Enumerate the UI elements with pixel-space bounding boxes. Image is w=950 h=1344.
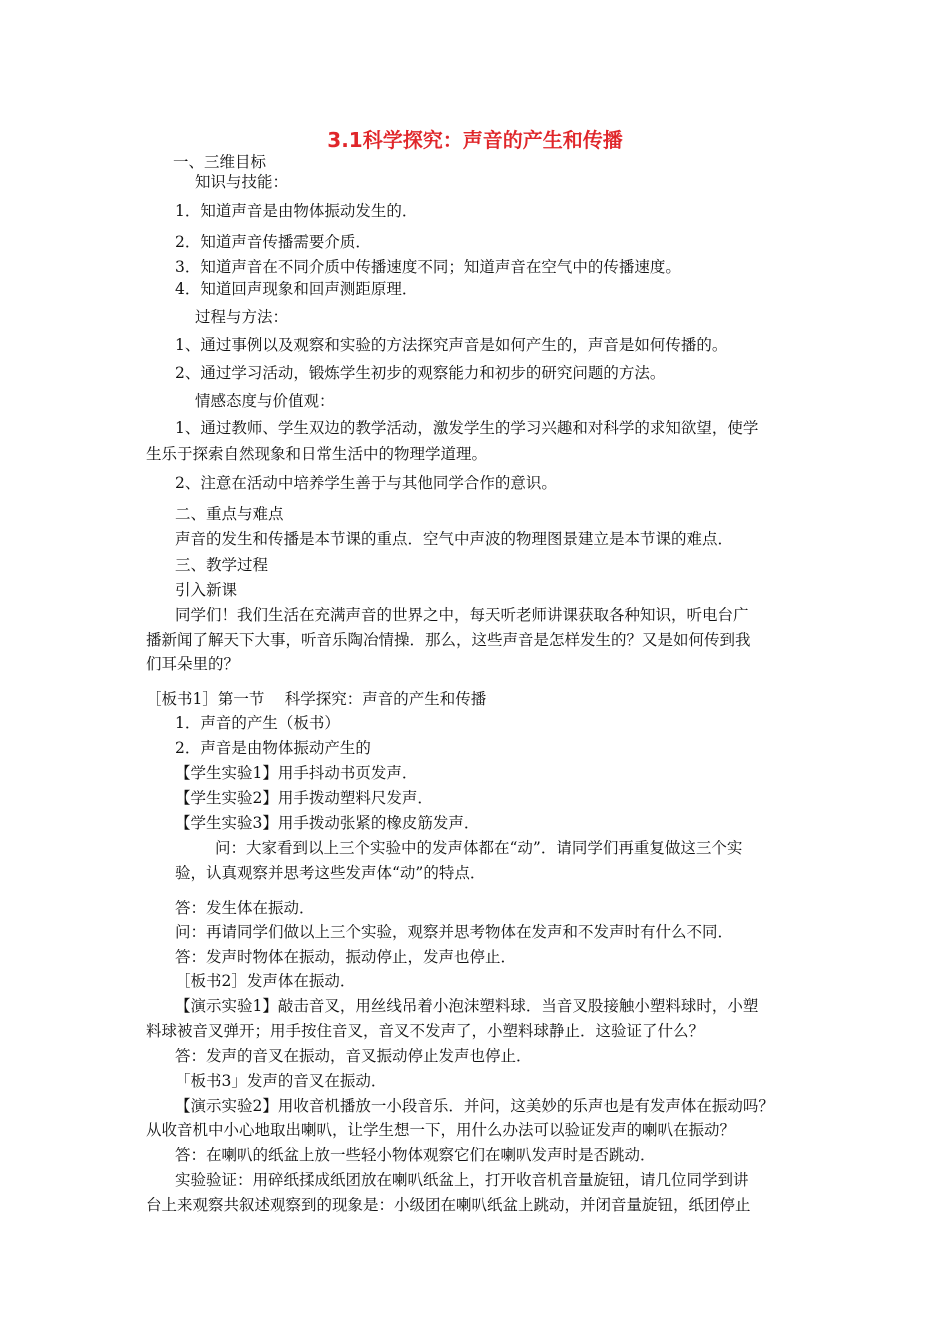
section-heading-key-points: 二、重点与难点 — [175, 505, 284, 523]
text-line: 3．知道声音在不同介质中传播速度不同；知道声音在空气中的传播速度。 — [175, 258, 681, 276]
subheading-introduction: 引入新课 — [175, 581, 238, 599]
text-line: 问：大家看到以上三个实验中的发声体都在“动”．请同学们再重复做这三个实 — [215, 839, 743, 857]
document-title: 3.1科学探究：声音的产生和传播 — [327, 128, 623, 152]
text-line: 【演示实验1】敲击音叉，用丝线吊着小泡沫塑料球．当音叉股接触小塑料球时，小塑 — [175, 997, 759, 1015]
text-line: 【学生实验1】用手抖动书页发声． — [175, 764, 418, 782]
text-line: 问：再请同学们做以上三个实验，观察并思考物体在发声和不发声时有什么不同． — [175, 923, 734, 941]
text-line: 实验验证：用碎纸揉成纸团放在喇叭纸盆上，打开收音机音量旋钮，请几位同学到讲 — [175, 1171, 749, 1189]
text-line: 验，认真观察并思考这些发声体“动”的特点． — [175, 864, 486, 882]
section-heading-objectives: 一、三维目标 — [173, 153, 267, 171]
text-line: 4．知道回声现象和回声测距原理． — [175, 280, 418, 298]
text-line: 1．知道声音是由物体振动发生的． — [175, 202, 418, 220]
text-line: 【演示实验2】用收音机播放一小段音乐．并问，这美妙的乐声也是有发声体在振动吗？ — [175, 1097, 774, 1115]
text-line: 答：发声时物体在振动，振动停止，发声也停止． — [175, 948, 517, 966]
text-line: 1、通过事例以及观察和实验的方法探究声音是如何产生的，声音是如何传播的。 — [175, 336, 728, 354]
subheading-process-methods: 过程与方法： — [195, 308, 289, 326]
text-line: 料球被音叉弹开；用手按住音叉，音叉不发声了，小塑料球静止．这验证了什么？ — [146, 1022, 705, 1040]
text-line: 声音的发生和传播是本节课的重点．空气中声波的物理图景建立是本节课的难点． — [175, 530, 734, 548]
text-line: 同学们！我们生活在充满声音的世界之中，每天听老师讲课获取各种知识，听电台广 — [175, 606, 749, 624]
text-line: 们耳朵里的？ — [146, 655, 240, 673]
text-line: 答：在喇叭的纸盆上放一些轻小物体观察它们在喇叭发声时是否跳动． — [175, 1146, 656, 1164]
text-line: 1．声音的产生（板书） — [175, 714, 340, 732]
text-line: 答：发声的音叉在振动，音叉振动停止发声也停止． — [175, 1047, 532, 1065]
text-line: 台上来观察共叙述观察到的现象是：小级团在喇叭纸盆上跳动，并闭音量旋钮，纸团停止 — [146, 1196, 751, 1214]
text-line: 答：发生体在振动． — [175, 899, 315, 917]
text-line: 1、通过教师、学生双边的教学活动，激发学生的学习兴趣和对科学的求知欲望，使学 — [175, 419, 759, 437]
subheading-attitudes-values: 情感态度与价值观： — [195, 392, 335, 410]
text-line: 2、注意在活动中培养学生善于与其他同学合作的意识。 — [175, 474, 557, 492]
text-line: 「板书3」发声的音叉在振动． — [175, 1072, 387, 1090]
text-line: 从收音机中小心地取出喇叭，让学生想一下，用什么办法可以验证发声的喇叭在振动？ — [146, 1121, 736, 1139]
text-line: 【学生实验3】用手拨动张紧的橡皮筋发声． — [175, 814, 480, 832]
text-line: 生乐于探索自然现象和日常生活中的物理学道理。 — [146, 445, 488, 463]
subheading-knowledge-skills: 知识与技能： — [195, 173, 289, 191]
text-line: 播新闻了解天下大事，听音乐陶冶情操．那么，这些声音是怎样发生的？又是如何传到我 — [146, 631, 751, 649]
text-line: 【学生实验2】用手拨动塑料尺发声． — [175, 789, 433, 807]
text-line: ［板书1］第一节 科学探究：声音的产生和传播 — [146, 690, 487, 708]
text-line: 2．知道声音传播需要介质． — [175, 233, 371, 251]
section-heading-teaching-process: 三、教学过程 — [175, 556, 269, 574]
text-line: 2．声音是由物体振动产生的 — [175, 739, 371, 757]
text-line: ［板书2］发声体在振动． — [175, 972, 356, 990]
text-line: 2、通过学习活动，锻炼学生初步的观察能力和初步的研究问题的方法。 — [175, 364, 666, 382]
